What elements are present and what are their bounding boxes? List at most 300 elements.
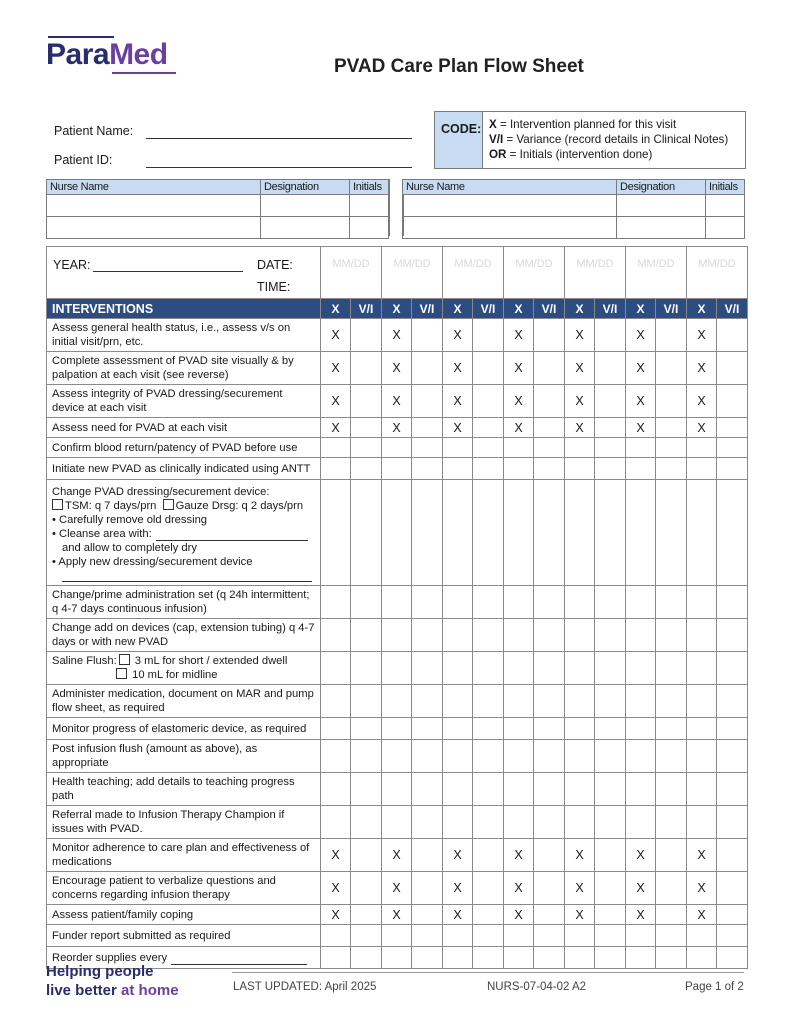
visit-date-cell[interactable]: MM/DD [687,247,748,299]
x-cell[interactable] [565,480,595,586]
x-cell[interactable] [565,619,595,652]
x-cell[interactable] [565,740,595,773]
x-cell[interactable] [687,773,717,806]
vi-cell[interactable] [412,685,443,718]
x-cell[interactable] [504,480,534,586]
x-cell[interactable] [382,718,412,740]
x-cell[interactable] [626,586,656,619]
x-cell[interactable] [504,925,534,947]
vi-cell[interactable] [473,352,504,385]
x-cell[interactable] [443,619,473,652]
vi-cell[interactable] [717,905,748,925]
vi-cell[interactable] [595,619,626,652]
saline-10ml-checkbox[interactable] [116,668,127,679]
vi-cell[interactable] [473,773,504,806]
nurse-name-cell[interactable] [403,195,617,217]
vi-cell[interactable] [473,438,504,458]
vi-cell[interactable] [412,418,443,438]
x-cell[interactable]: X [382,872,412,905]
vi-cell[interactable] [656,619,687,652]
x-cell[interactable] [321,586,351,619]
x-cell[interactable]: X [504,319,534,352]
x-cell[interactable]: X [626,319,656,352]
vi-cell[interactable] [473,806,504,839]
vi-cell[interactable] [717,619,748,652]
vi-cell[interactable] [717,480,748,586]
x-cell[interactable] [504,806,534,839]
vi-cell[interactable] [351,319,382,352]
vi-cell[interactable] [473,319,504,352]
vi-cell[interactable] [351,480,382,586]
x-cell[interactable] [504,652,534,685]
x-cell[interactable]: X [565,352,595,385]
x-cell[interactable] [443,947,473,969]
vi-cell[interactable] [473,947,504,969]
vi-cell[interactable] [351,925,382,947]
x-cell[interactable] [443,480,473,586]
x-cell[interactable] [443,925,473,947]
vi-cell[interactable] [534,773,565,806]
x-cell[interactable] [321,480,351,586]
vi-cell[interactable] [351,652,382,685]
nurse-name-cell[interactable] [403,217,617,239]
vi-cell[interactable] [412,905,443,925]
x-cell[interactable] [382,586,412,619]
x-cell[interactable]: X [443,905,473,925]
vi-cell[interactable] [656,925,687,947]
year-line[interactable] [93,271,243,272]
x-cell[interactable] [565,458,595,480]
designation-cell[interactable] [261,217,350,239]
vi-cell[interactable] [351,458,382,480]
x-cell[interactable]: X [565,839,595,872]
vi-cell[interactable] [473,385,504,418]
x-cell[interactable] [626,619,656,652]
x-cell[interactable] [687,947,717,969]
vi-cell[interactable] [534,458,565,480]
vi-cell[interactable] [656,652,687,685]
x-cell[interactable] [565,652,595,685]
initials-cell[interactable] [350,195,389,217]
x-cell[interactable] [626,458,656,480]
vi-cell[interactable] [351,418,382,438]
visit-date-cell[interactable]: MM/DD [565,247,626,299]
vi-cell[interactable] [656,947,687,969]
vi-cell[interactable] [351,773,382,806]
patient-name-line[interactable] [146,138,412,139]
x-cell[interactable] [687,438,717,458]
vi-cell[interactable] [412,438,443,458]
vi-cell[interactable] [534,619,565,652]
vi-cell[interactable] [534,718,565,740]
x-cell[interactable] [687,619,717,652]
x-cell[interactable] [443,806,473,839]
x-cell[interactable] [443,458,473,480]
vi-cell[interactable] [412,740,443,773]
x-cell[interactable]: X [321,385,351,418]
x-cell[interactable] [565,806,595,839]
x-cell[interactable] [687,925,717,947]
vi-cell[interactable] [656,385,687,418]
x-cell[interactable]: X [321,418,351,438]
vi-cell[interactable] [473,458,504,480]
x-cell[interactable] [382,480,412,586]
vi-cell[interactable] [595,652,626,685]
x-cell[interactable]: X [687,319,717,352]
vi-cell[interactable] [473,418,504,438]
vi-cell[interactable] [717,385,748,418]
x-cell[interactable] [382,806,412,839]
x-cell[interactable] [443,438,473,458]
x-cell[interactable] [443,586,473,619]
vi-cell[interactable] [534,352,565,385]
x-cell[interactable]: X [687,872,717,905]
x-cell[interactable] [565,718,595,740]
x-cell[interactable] [687,685,717,718]
vi-cell[interactable] [656,718,687,740]
designation-cell[interactable] [617,217,706,239]
vi-cell[interactable] [473,685,504,718]
x-cell[interactable] [321,718,351,740]
vi-cell[interactable] [412,652,443,685]
x-cell[interactable]: X [687,385,717,418]
x-cell[interactable]: X [321,905,351,925]
vi-cell[interactable] [595,773,626,806]
x-cell[interactable] [443,773,473,806]
vi-cell[interactable] [717,839,748,872]
x-cell[interactable]: X [382,839,412,872]
x-cell[interactable] [626,740,656,773]
x-cell[interactable]: X [565,418,595,438]
patient-id-field[interactable] [54,153,414,171]
vi-cell[interactable] [595,806,626,839]
vi-cell[interactable] [534,947,565,969]
vi-cell[interactable] [412,385,443,418]
vi-cell[interactable] [595,586,626,619]
vi-cell[interactable] [656,418,687,438]
reorder-frequency-line[interactable] [171,964,307,965]
vi-cell[interactable] [717,586,748,619]
x-cell[interactable] [321,740,351,773]
x-cell[interactable] [687,458,717,480]
x-cell[interactable] [504,718,534,740]
x-cell[interactable]: X [565,905,595,925]
x-cell[interactable] [504,773,534,806]
tsm-checkbox[interactable] [52,499,63,510]
x-cell[interactable]: X [382,418,412,438]
x-cell[interactable] [382,458,412,480]
x-cell[interactable] [321,685,351,718]
vi-cell[interactable] [534,418,565,438]
vi-cell[interactable] [717,718,748,740]
vi-cell[interactable] [717,352,748,385]
x-cell[interactable]: X [504,352,534,385]
x-cell[interactable] [443,740,473,773]
x-cell[interactable] [626,480,656,586]
visit-date-cell[interactable]: MM/DD [504,247,565,299]
vi-cell[interactable] [717,319,748,352]
vi-cell[interactable] [717,947,748,969]
x-cell[interactable] [626,947,656,969]
vi-cell[interactable] [473,740,504,773]
x-cell[interactable] [626,773,656,806]
x-cell[interactable]: X [321,352,351,385]
vi-cell[interactable] [595,319,626,352]
vi-cell[interactable] [412,319,443,352]
vi-cell[interactable] [473,480,504,586]
vi-cell[interactable] [717,806,748,839]
x-cell[interactable]: X [687,352,717,385]
x-cell[interactable] [504,586,534,619]
x-cell[interactable]: X [626,872,656,905]
vi-cell[interactable] [412,925,443,947]
vi-cell[interactable] [412,773,443,806]
x-cell[interactable]: X [382,319,412,352]
vi-cell[interactable] [717,438,748,458]
visit-date-cell[interactable]: MM/DD [321,247,382,299]
initials-cell[interactable] [350,217,389,239]
designation-cell[interactable] [617,195,706,217]
x-cell[interactable]: X [626,418,656,438]
vi-cell[interactable] [656,773,687,806]
x-cell[interactable]: X [504,418,534,438]
vi-cell[interactable] [351,718,382,740]
x-cell[interactable]: X [321,319,351,352]
x-cell[interactable] [626,718,656,740]
x-cell[interactable] [504,947,534,969]
vi-cell[interactable] [351,806,382,839]
vi-cell[interactable] [534,872,565,905]
x-cell[interactable] [687,740,717,773]
vi-cell[interactable] [473,586,504,619]
x-cell[interactable] [504,438,534,458]
vi-cell[interactable] [595,438,626,458]
vi-cell[interactable] [656,319,687,352]
vi-cell[interactable] [473,872,504,905]
vi-cell[interactable] [534,438,565,458]
patient-name-field[interactable] [54,124,414,142]
vi-cell[interactable] [534,806,565,839]
x-cell[interactable]: X [626,905,656,925]
vi-cell[interactable] [595,905,626,925]
x-cell[interactable] [382,773,412,806]
saline-3ml-checkbox[interactable] [119,654,130,665]
vi-cell[interactable] [351,352,382,385]
vi-cell[interactable] [473,925,504,947]
vi-cell[interactable] [656,352,687,385]
x-cell[interactable]: X [565,319,595,352]
x-cell[interactable] [687,652,717,685]
vi-cell[interactable] [595,740,626,773]
x-cell[interactable]: X [443,418,473,438]
x-cell[interactable] [443,718,473,740]
x-cell[interactable] [321,806,351,839]
vi-cell[interactable] [595,418,626,438]
x-cell[interactable] [687,586,717,619]
x-cell[interactable] [565,947,595,969]
x-cell[interactable] [382,619,412,652]
vi-cell[interactable] [717,458,748,480]
x-cell[interactable] [382,685,412,718]
visit-date-cell[interactable]: MM/DD [443,247,504,299]
x-cell[interactable]: X [504,839,534,872]
vi-cell[interactable] [351,438,382,458]
vi-cell[interactable] [717,773,748,806]
vi-cell[interactable] [595,352,626,385]
vi-cell[interactable] [412,947,443,969]
x-cell[interactable] [321,438,351,458]
x-cell[interactable] [321,947,351,969]
x-cell[interactable]: X [382,385,412,418]
x-cell[interactable] [321,619,351,652]
vi-cell[interactable] [595,839,626,872]
x-cell[interactable] [565,773,595,806]
vi-cell[interactable] [717,652,748,685]
x-cell[interactable] [382,925,412,947]
vi-cell[interactable] [534,925,565,947]
vi-cell[interactable] [534,839,565,872]
x-cell[interactable]: X [321,839,351,872]
x-cell[interactable]: X [443,839,473,872]
vi-cell[interactable] [351,905,382,925]
dressing-notes-line[interactable] [62,569,312,582]
vi-cell[interactable] [412,586,443,619]
vi-cell[interactable] [473,905,504,925]
x-cell[interactable]: X [443,385,473,418]
vi-cell[interactable] [595,718,626,740]
x-cell[interactable] [687,480,717,586]
x-cell[interactable] [687,718,717,740]
vi-cell[interactable] [412,839,443,872]
x-cell[interactable] [504,619,534,652]
x-cell[interactable]: X [687,418,717,438]
x-cell[interactable] [626,806,656,839]
vi-cell[interactable] [595,925,626,947]
vi-cell[interactable] [351,385,382,418]
x-cell[interactable]: X [565,872,595,905]
vi-cell[interactable] [534,480,565,586]
x-cell[interactable] [321,652,351,685]
x-cell[interactable]: X [443,319,473,352]
x-cell[interactable] [687,806,717,839]
vi-cell[interactable] [473,718,504,740]
vi-cell[interactable] [595,872,626,905]
x-cell[interactable] [626,652,656,685]
vi-cell[interactable] [412,480,443,586]
vi-cell[interactable] [656,685,687,718]
x-cell[interactable]: X [321,872,351,905]
initials-cell[interactable] [706,217,745,239]
gauze-checkbox[interactable] [163,499,174,510]
x-cell[interactable]: X [382,352,412,385]
vi-cell[interactable] [473,619,504,652]
vi-cell[interactable] [534,905,565,925]
vi-cell[interactable] [717,925,748,947]
x-cell[interactable]: X [443,352,473,385]
x-cell[interactable] [443,652,473,685]
x-cell[interactable]: X [382,905,412,925]
x-cell[interactable] [382,740,412,773]
x-cell[interactable] [565,925,595,947]
vi-cell[interactable] [656,905,687,925]
x-cell[interactable] [504,740,534,773]
vi-cell[interactable] [351,685,382,718]
x-cell[interactable]: X [504,872,534,905]
vi-cell[interactable] [351,619,382,652]
vi-cell[interactable] [412,458,443,480]
x-cell[interactable] [382,438,412,458]
vi-cell[interactable] [595,458,626,480]
visit-date-cell[interactable]: MM/DD [382,247,443,299]
nurse-name-cell[interactable] [47,217,261,239]
vi-cell[interactable] [656,740,687,773]
x-cell[interactable]: X [504,905,534,925]
designation-cell[interactable] [261,195,350,217]
x-cell[interactable] [626,438,656,458]
x-cell[interactable] [565,685,595,718]
vi-cell[interactable] [656,839,687,872]
vi-cell[interactable] [534,319,565,352]
x-cell[interactable] [321,925,351,947]
vi-cell[interactable] [351,586,382,619]
vi-cell[interactable] [595,480,626,586]
x-cell[interactable] [565,586,595,619]
x-cell[interactable] [321,458,351,480]
initials-cell[interactable] [706,195,745,217]
x-cell[interactable] [321,773,351,806]
visit-date-cell[interactable]: MM/DD [626,247,687,299]
x-cell[interactable] [626,925,656,947]
x-cell[interactable] [382,652,412,685]
x-cell[interactable] [382,947,412,969]
vi-cell[interactable] [656,586,687,619]
vi-cell[interactable] [656,480,687,586]
nurse-name-cell[interactable] [47,195,261,217]
vi-cell[interactable] [534,685,565,718]
vi-cell[interactable] [534,586,565,619]
patient-id-line[interactable] [146,167,412,168]
vi-cell[interactable] [595,947,626,969]
vi-cell[interactable] [351,740,382,773]
vi-cell[interactable] [412,806,443,839]
vi-cell[interactable] [717,685,748,718]
x-cell[interactable]: X [443,872,473,905]
x-cell[interactable]: X [687,905,717,925]
vi-cell[interactable] [412,352,443,385]
vi-cell[interactable] [534,652,565,685]
vi-cell[interactable] [595,685,626,718]
x-cell[interactable]: X [626,352,656,385]
vi-cell[interactable] [351,947,382,969]
vi-cell[interactable] [656,872,687,905]
vi-cell[interactable] [473,839,504,872]
vi-cell[interactable] [717,740,748,773]
x-cell[interactable]: X [626,839,656,872]
x-cell[interactable] [504,458,534,480]
vi-cell[interactable] [656,438,687,458]
vi-cell[interactable] [351,872,382,905]
vi-cell[interactable] [717,872,748,905]
x-cell[interactable]: X [687,839,717,872]
vi-cell[interactable] [412,718,443,740]
vi-cell[interactable] [595,385,626,418]
x-cell[interactable]: X [504,385,534,418]
x-cell[interactable] [626,685,656,718]
vi-cell[interactable] [412,872,443,905]
vi-cell[interactable] [534,740,565,773]
vi-cell[interactable] [473,652,504,685]
x-cell[interactable] [443,685,473,718]
